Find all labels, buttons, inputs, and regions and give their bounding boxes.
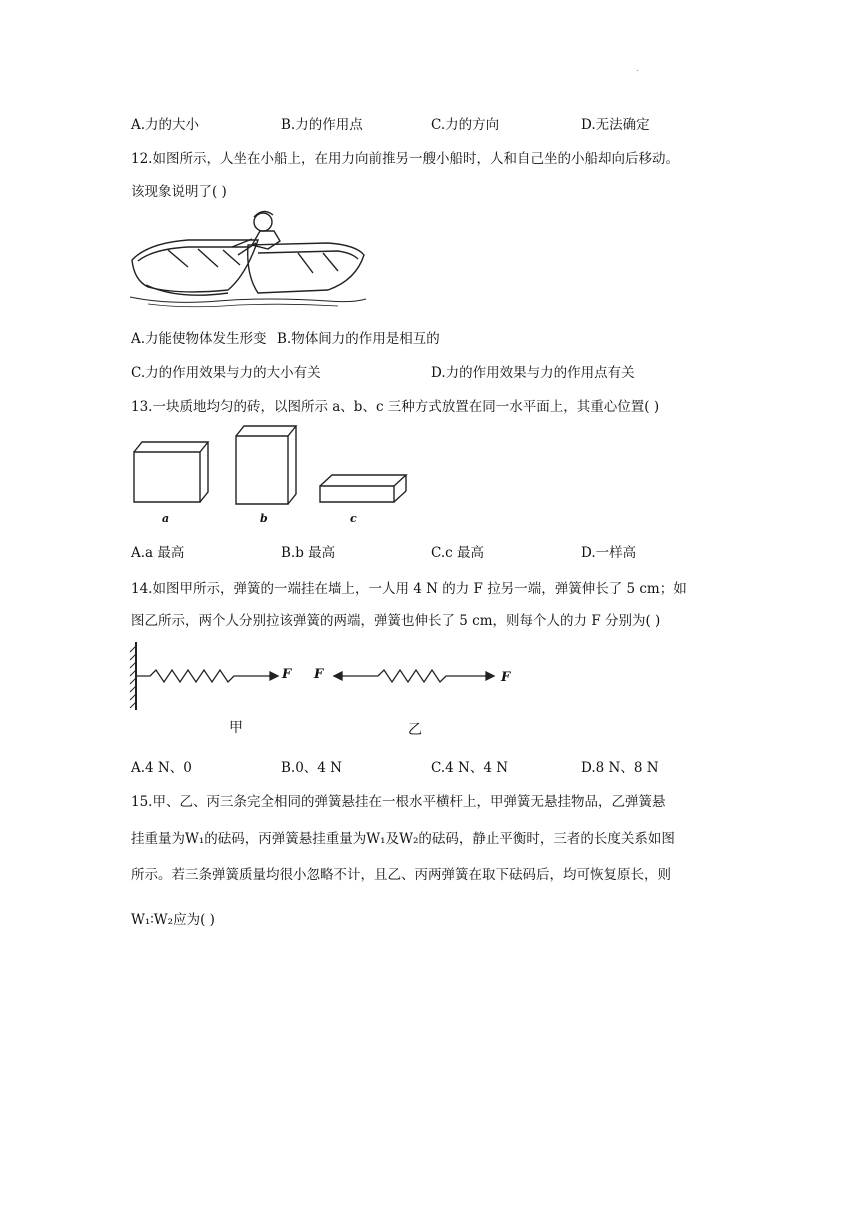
figure-label-yi: 乙	[408, 722, 422, 738]
force-label-yi-right: F	[501, 670, 511, 685]
q13-option-c: C.c 最高	[431, 545, 484, 561]
page-mark: .	[636, 64, 639, 73]
q13-option-a: A.a 最高	[131, 545, 185, 561]
q11-option-a: A.力的大小	[131, 117, 200, 133]
force-label-yi-left: F	[314, 667, 324, 682]
q14-option-a: A.4 N、0	[131, 760, 192, 776]
q15-stem-line2: 挂重量为W₁的砝码，丙弹簧悬挂重量为W₁及W₂的砝码，静止平衡时，三者的长度关系如图	[131, 831, 675, 847]
q14-option-d: D.8 N、8 N	[581, 760, 659, 776]
q12-stem-line1: 12.如图所示，人坐在小船上，在用力向前推另一艘小船时，人和自己坐的小船却向后移动。	[131, 151, 679, 167]
q13-option-d: D.一样高	[581, 545, 637, 561]
q15-stem-line3: 所示。若三条弹簧质量均很小忽略不计，且乙、丙两弹簧在取下砝码后，均可恢复原长，则	[131, 867, 671, 883]
brick-label-a: a	[162, 512, 170, 525]
q15-stem-line1: 15.甲、乙、丙三条完全相同的弹簧悬挂在一根水平横杆上，甲弹簧无悬挂物品，乙弹簧悬	[131, 794, 666, 810]
brick-label-b: b	[260, 512, 268, 525]
q11-option-b: B.力的作用点	[281, 117, 363, 133]
q12-option-b: B.物体间力的作用是相互的	[277, 331, 440, 347]
q12-option-a: A.力能使物体发生形变	[131, 331, 267, 347]
q12-option-d: D.力的作用效果与力的作用点有关	[431, 365, 635, 381]
q13-option-b: B.b 最高	[281, 545, 336, 561]
brick-figure	[128, 422, 418, 527]
q14-option-c: C.4 N、4 N	[431, 760, 509, 776]
q14-stem-line2: 图乙所示，两个人分别拉该弹簧的两端，弹簧也伸长了 5 cm，则每个人的力 F 分别为( )	[131, 613, 661, 629]
q11-option-d: D.无法确定	[581, 117, 650, 133]
q12-stem-line2: 该现象说明了( )	[131, 184, 227, 200]
q14-stem-line1: 14.如图甲所示，弹簧的一端挂在墙上，一人用 4 N 的力 F 拉另一端，弹簧伸长了 5 cm；如	[131, 581, 687, 597]
boat-figure	[128, 205, 368, 310]
q11-option-c: C.力的方向	[431, 117, 500, 133]
force-label-jia: F	[282, 667, 292, 682]
q13-stem: 13.一块质地均匀的砖，以图所示 a、b、c 三种方式放置在同一水平面上，其重心位置( )	[131, 399, 660, 415]
q14-option-b: B.0、4 N	[281, 760, 342, 776]
q12-option-c: C.力的作用效果与力的大小有关	[131, 365, 321, 381]
q15-stem-line4: W₁∶W₂应为( )	[131, 912, 215, 928]
brick-label-c: c	[350, 512, 357, 525]
figure-label-jia: 甲	[229, 720, 243, 736]
spring-figure	[128, 638, 528, 718]
